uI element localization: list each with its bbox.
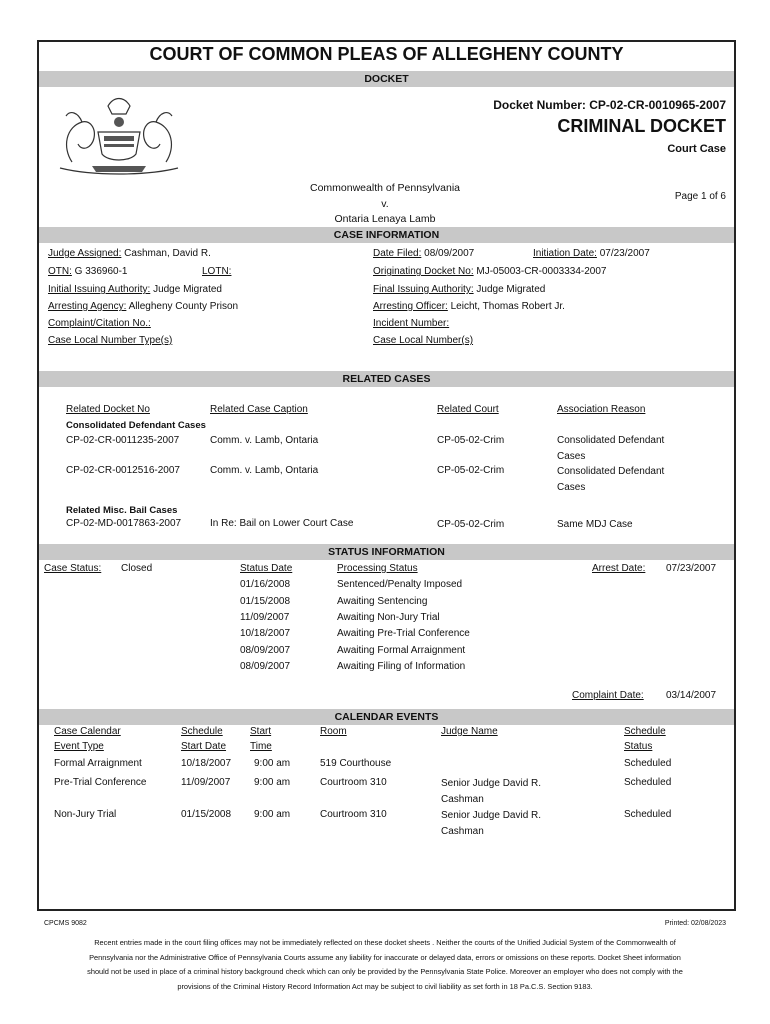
final-issuing-authority: Final Issuing Authority: Judge Migrated (373, 284, 546, 295)
processing-status: Awaiting Sentencing (337, 596, 428, 607)
related-docket-no: CP-02-CR-0011235-2007 (66, 435, 180, 446)
judge-assigned: Judge Assigned: Cashman, David R. (48, 248, 211, 259)
case-status-value: Closed (121, 563, 153, 574)
start-time-header-2: Time (250, 741, 272, 752)
caption-versus: v. (381, 198, 389, 210)
case-status-label: Case Status: (44, 563, 102, 574)
judge-name-header: Judge Name (441, 726, 498, 737)
related-docket-header: Related Docket No (66, 404, 150, 415)
judge-name: Senior Judge David R. Cashman (441, 810, 542, 837)
related-case-caption: In Re: Bail on Lower Court Case (210, 518, 354, 529)
court-title: COURT OF COMMON PLEAS OF ALLEGHENY COUNTY (149, 44, 624, 64)
related-court: CP-05-02-Crim (437, 519, 505, 530)
status-date-header: Status Date (240, 563, 293, 574)
processing-status: Awaiting Formal Arraignment (337, 645, 466, 656)
schedule-start-date-header: Schedule (181, 726, 223, 737)
arresting-officer: Arresting Officer: Leicht, Thomas Robert Jr. (373, 301, 565, 312)
caption-commonwealth: Commonwealth of Pennsylvania (310, 182, 460, 194)
related-docket-no: CP-02-MD-0017863-2007 (66, 518, 182, 529)
case-information-bar: CASE INFORMATION (39, 227, 734, 243)
pennsylvania-seal-icon (52, 92, 186, 176)
schedule-status-header: Schedule (624, 726, 666, 737)
start-time: 9:00 am (254, 758, 291, 769)
docket-number: Docket Number: CP-02-CR-0010965-2007 (493, 98, 726, 112)
arrest-date-value: 07/23/2007 (666, 563, 717, 574)
event-type: Non-Jury Trial (54, 809, 117, 820)
schedule-start-date-header-2: Start Date (181, 741, 227, 752)
docket-bar: DOCKET (39, 71, 734, 87)
related-docket-no: CP-02-CR-0012516-2007 (66, 465, 180, 476)
association-reason: Consolidated Defendant Cases (557, 435, 665, 462)
association-reason: Consolidated Defendant Cases (557, 466, 665, 493)
related-caption-header: Related Case Caption (210, 404, 308, 415)
caption-defendant: Ontaria Lenaya Lamb (334, 213, 436, 225)
event-type: Pre-Trial Conference (54, 777, 147, 788)
start-time-header: Start (250, 726, 272, 737)
arrest-date-label: Arrest Date: (592, 563, 646, 574)
status-date: 01/16/2008 (240, 579, 291, 590)
related-court: CP-05-02-Crim (437, 465, 505, 476)
otn: OTN: G 336960-1 (48, 266, 128, 277)
form-number: CPCMS 9082 (44, 920, 87, 927)
processing-status: Sentenced/Penalty Imposed (337, 579, 463, 590)
case-local-number-label: Case Local Number(s) (373, 335, 474, 346)
complaint-citation-label: Complaint/Citation No.: (48, 318, 151, 329)
room: Courtroom 310 (320, 777, 387, 788)
related-cases-bar: RELATED CASES (39, 371, 734, 387)
processing-status: Awaiting Filing of Information (337, 661, 466, 672)
schedule-status: Scheduled (624, 777, 672, 788)
court-case-label: Court Case (667, 143, 726, 155)
page-number: Page 1 of 6 (674, 191, 726, 202)
status-date: 10/18/2007 (240, 628, 291, 639)
schedule-start-date: 10/18/2007 (181, 758, 232, 769)
bail-group-label: Related Misc. Bail Cases (66, 505, 178, 516)
originating-docket: Originating Docket No: MJ-05003-CR-0003334-2007 (373, 266, 607, 277)
docket-type: CRIMINAL DOCKET (557, 116, 726, 136)
start-time: 9:00 am (254, 777, 291, 788)
date-filed: Date Filed: 08/09/2007 (373, 248, 475, 259)
consolidated-group-label: Consolidated Defendant Cases (66, 420, 206, 431)
schedule-status: Scheduled (624, 809, 672, 820)
related-court-header: Related Court (437, 404, 499, 415)
status-information-bar: STATUS INFORMATION (39, 544, 734, 560)
status-date: 01/15/2008 (240, 596, 291, 607)
printed-date: Printed: 02/08/2023 (664, 920, 726, 927)
calendar-events-bar: CALENDAR EVENTS (39, 709, 734, 725)
processing-status-header: Processing Status (337, 563, 418, 574)
room-header: Room (320, 726, 347, 737)
room: Courtroom 310 (320, 809, 387, 820)
complaint-date-value: 03/14/2007 (666, 690, 717, 701)
status-date: 08/09/2007 (240, 661, 291, 672)
related-case-caption: Comm. v. Lamb, Ontaria (210, 465, 319, 476)
event-type: Formal Arraignment (54, 758, 142, 769)
event-type-header-2: Event Type (54, 741, 104, 752)
association-reason-header: Association Reason (557, 404, 646, 415)
schedule-start-date: 01/15/2008 (181, 809, 232, 820)
association-reason: Same MDJ Case (557, 519, 633, 530)
processing-status: Awaiting Non-Jury Trial (337, 612, 440, 623)
complaint-date-label: Complaint Date: (572, 690, 644, 701)
initiation-date: Initiation Date: 07/23/2007 (533, 248, 650, 259)
related-court: CP-05-02-Crim (437, 435, 505, 446)
incident-number-label: Incident Number: (373, 318, 450, 329)
room: 519 Courthouse (320, 758, 392, 769)
lotn-label: LOTN: (202, 266, 232, 277)
status-date: 11/09/2007 (240, 612, 290, 623)
status-date: 08/09/2007 (240, 645, 291, 656)
processing-status: Awaiting Pre-Trial Conference (337, 628, 470, 639)
related-case-caption: Comm. v. Lamb, Ontaria (210, 435, 319, 446)
arresting-agency: Arresting Agency: Allegheny County Prison (48, 301, 239, 312)
case-local-number-type-label: Case Local Number Type(s) (48, 335, 173, 346)
schedule-status-header-2: Status (624, 741, 653, 752)
disclaimer-text: Recent entries made in the court filing offices may not be immediately reflected on these docket sheets . Neither the courts of the Unified Judicial System of the Commonwealth of Pennsylvania nor the Administrative Office of Pennsylvania Courts assume any liability for inaccurate or delayed data, errors or omissions on these reports. Docket Sheet information should not be used in place of a criminal history background check which can only be provided by the Pennsylvania State Police. Moreover an employer who does not comply with the provisions of the Criminal History Record Information Act may be subject to civil liability as set forth in 18 Pa.C.S. Section 9183. (87, 938, 683, 991)
judge-name: Senior Judge David R. Cashman (441, 778, 542, 805)
schedule-status: Scheduled (624, 758, 672, 769)
start-time: 9:00 am (254, 809, 291, 820)
event-type-header: Case Calendar (54, 726, 121, 737)
initial-issuing-authority: Initial Issuing Authority: Judge Migrated (48, 284, 222, 295)
schedule-start-date: 11/09/2007 (181, 777, 231, 788)
